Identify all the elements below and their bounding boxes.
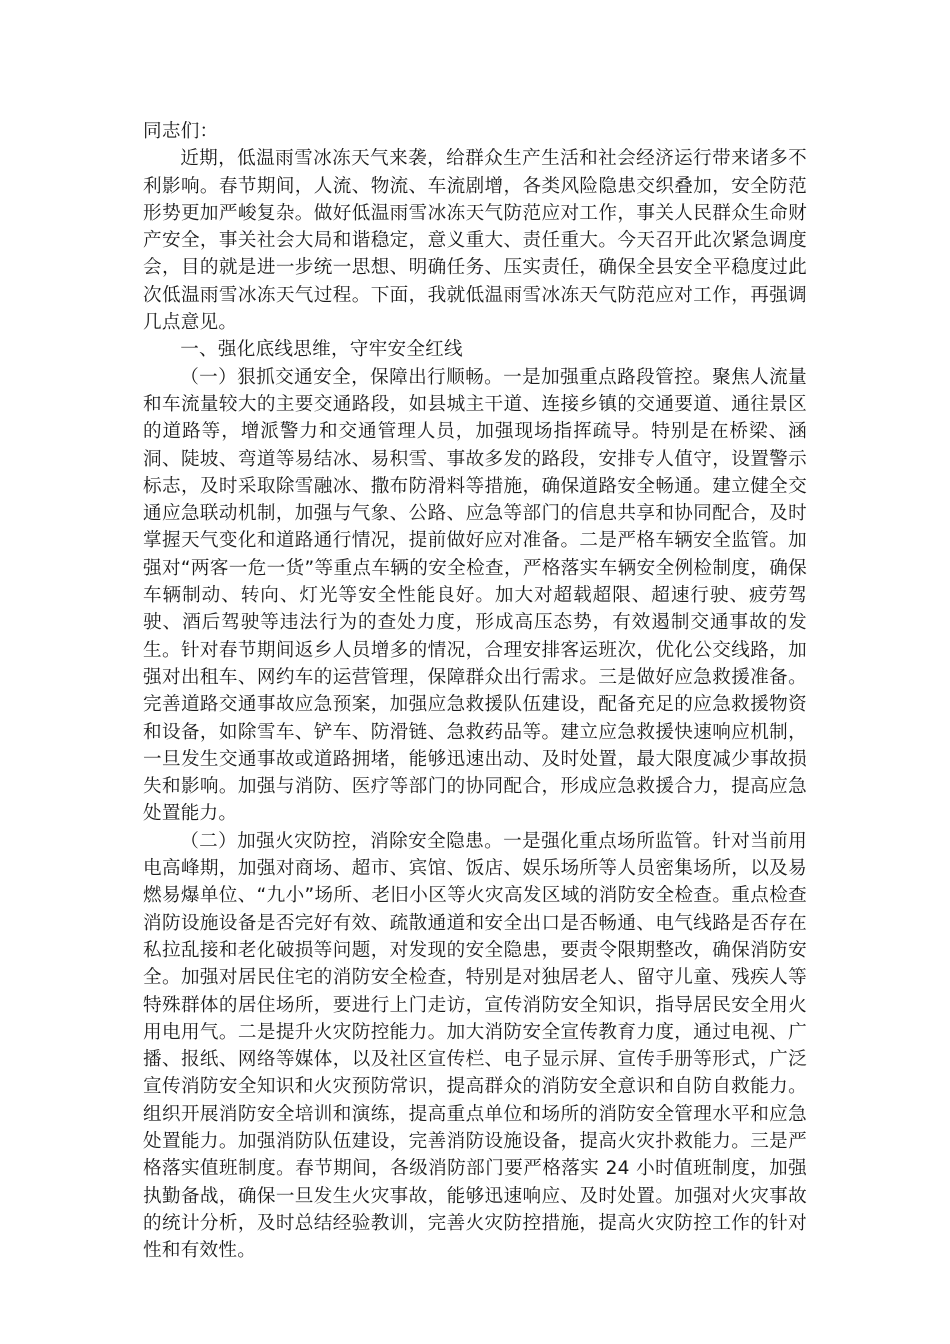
document-page xyxy=(143,118,807,1264)
paragraph-intro: 近期，低温雨雪冰冻天气来袭，给群众生产生活和社会经济运行带来诸多不利影响。春节期间，人流、物流、车流剧增，各类风险隐患交织叠加，安全防范形势更加严峻复杂。做好低温雨雪冰冻天气防范应对工作，事关人民群众生命财产安全，事关社会大局和谐稳定，意义重大、责任重大。今天召开此次紧急调度会，目的就是进一步统一思想、明确任务、压实责任，确保全县安全平稳度过此次低温雨雪冰冻天气过程。下面，我就低温雨雪冰冻天气防范应对工作，再强调几点意见。 xyxy=(143,148,807,334)
section-heading-1: 一、强化底线思维，守牢安全红线 xyxy=(180,339,463,361)
paragraph-fire-prevention: （二）加强火灾防控，消除安全隐患。一是强化重点场所监管。针对当前用电高峰期，加强对商场、超市、宾馆、饭店、娱乐场所等人员密集场所，以及易燃易爆单位、“九小”场所、老旧小区等火灾高发区域的消防安全检查。重点检查消防设施设备是否完好有效、疏散通道和安全出口是否畅通、电气线路是否存在私拉乱接和老化破损等问题，对发现的安全隐患，要责令限期整改，确保消防安全。加强对居民住宅的消防安全检查，特别是对独居老人、留守儿童、残疾人等特殊群体的居住场所，要进行上门走访，宣传消防安全知识，指导居民安全用火用电用气。二是提升火灾防控能力。加大消防安全宣传教育力度，通过电视、广播、报纸、网络等媒体，以及社区宣传栏、电子显示屏、宣传手册等形式，广泛宣传消防安全知识和火灾预防常识，提高群众的消防安全意识和自防自救能力。组织开展消防安全培训和演练，提高重点单位和场所的消防安全管理水平和应急处置能力。加强消防队伍建设，完善消防设施设备，提高火灾扑救能力。三是严格落实值班制度。春节期间，各级消防部门要严格落实 24 小时值班制度，加强执勤备战，确保一旦发生火灾事故，能够迅速响应、及时处置。加强对火灾事故的统计分析，及时总结经验教训，完善火灾防控措施，提高火灾防控工作的针对性和有效性。 xyxy=(143,830,807,1262)
salutation: 同志们： xyxy=(143,121,219,142)
paragraph-traffic-safety: （一）狠抓交通安全，保障出行顺畅。一是加强重点路段管控。聚焦人流量和车流量较大的主要交通路段，如县城主干道、连接乡镇的交通要道、通往景区的道路等，增派警力和交通管理人员，加强现场指挥疏导。特别是在桥梁、涵洞、陡坡、弯道等易结冰、易积雪、事故多发的路段，安排专人值守，设置警示标志，及时采取除雪融冰、撒布防滑料等措施，确保道路安全畅通。建立健全交通应急联动机制，加强与气象、公路、应急等部门的信息共享和协同配合，及时掌握天气变化和道路通行情况，提前做好应对准备。二是严格车辆安全监管。加强对“两客一危一货”等重点车辆的安全检查，严格落实车辆安全例检制度，确保车辆制动、转向、灯光等安全性能良好。加大对超载超限、超速行驶、疲劳驾驶、酒后驾驶等违法行为的查处力度，形成高压态势，有效遏制交通事故的发生。针对春节期间返乡人员增多的情况，合理安排客运班次，优化公交线路，加强对出租车、网约车的运营管理，保障群众出行需求。三是做好应急救援准备。完善道路交通事故应急预案，加强应急救援队伍建设，配备充足的应急救援物资和设备，如除雪车、铲车、防滑链、急救药品等。建立应急救援快速响应机制，一旦发生交通事故或道路拥堵，能够迅速出动、及时处置，最大限度减少事故损失和影响。加强与消防、医疗等部门的协同配合，形成应急救援合力，提高应急处置能力。 xyxy=(143,366,807,825)
